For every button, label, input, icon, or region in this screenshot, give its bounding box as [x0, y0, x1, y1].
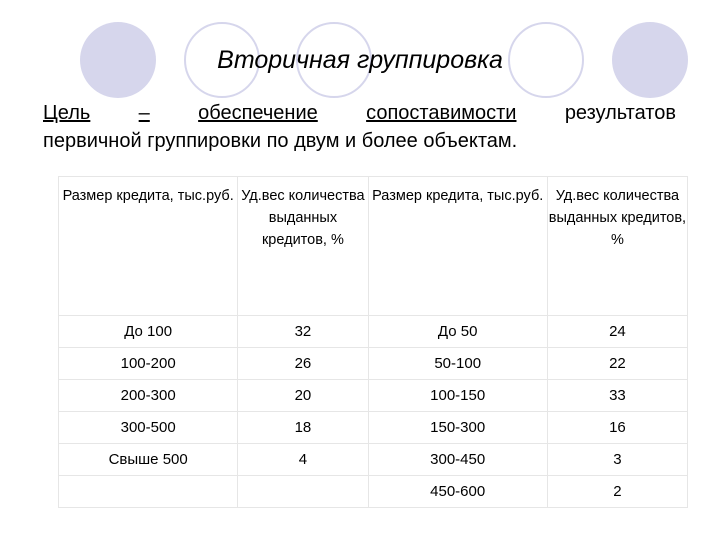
table-header-cell: Размер кредита, тыс.руб. [368, 177, 547, 316]
table-cell: 100-150 [368, 380, 547, 412]
table-cell: 450-600 [368, 476, 547, 508]
table-cell [238, 476, 368, 508]
table-cell: 24 [547, 316, 687, 348]
table-cell: 3 [547, 444, 687, 476]
table-cell: 22 [547, 348, 687, 380]
table-row [59, 348, 688, 380]
table-cell: 300-450 [368, 444, 547, 476]
table-cell: 300-500 [59, 412, 238, 444]
goal-word: сопоставимости [366, 102, 517, 124]
table-row [59, 444, 688, 476]
table-cell: 2 [547, 476, 687, 508]
goal-line-1 [43, 100, 676, 126]
goal-word: результатов [564, 102, 676, 124]
table-cell: 16 [547, 412, 687, 444]
table-header-row [59, 177, 688, 316]
table-cell: 20 [238, 380, 368, 412]
table-header-cell: Уд.вес количества выданных кредитов, % [547, 177, 687, 316]
goal-word: – [138, 102, 150, 124]
table-cell: 4 [238, 444, 368, 476]
table-row [59, 380, 688, 412]
table-cell: 33 [547, 380, 687, 412]
goal-line-2: первичной группировки по двум и более объектам. [43, 130, 518, 152]
goal-word: Цель [43, 102, 91, 124]
table-cell: 32 [238, 316, 368, 348]
data-table [58, 176, 688, 508]
table-cell: До 50 [368, 316, 547, 348]
table-row [59, 412, 688, 444]
table-cell [59, 476, 238, 508]
table-cell: До 100 [59, 316, 238, 348]
table-cell: Свыше 500 [59, 444, 238, 476]
table-cell: 100-200 [59, 348, 238, 380]
table-cell: 18 [238, 412, 368, 444]
table-header-cell: Уд.вес количества выданных кредитов, % [238, 177, 368, 316]
table-header-cell: Размер кредита, тыс.руб. [59, 177, 238, 316]
table-cell: 150-300 [368, 412, 547, 444]
table-row [59, 476, 688, 508]
table-cell: 50-100 [368, 348, 547, 380]
table-cell: 200-300 [59, 380, 238, 412]
table-cell: 26 [238, 348, 368, 380]
goal-word: обеспечение [198, 102, 318, 124]
table-row [59, 316, 688, 348]
slide-title: Вторичная группировка [217, 46, 503, 74]
